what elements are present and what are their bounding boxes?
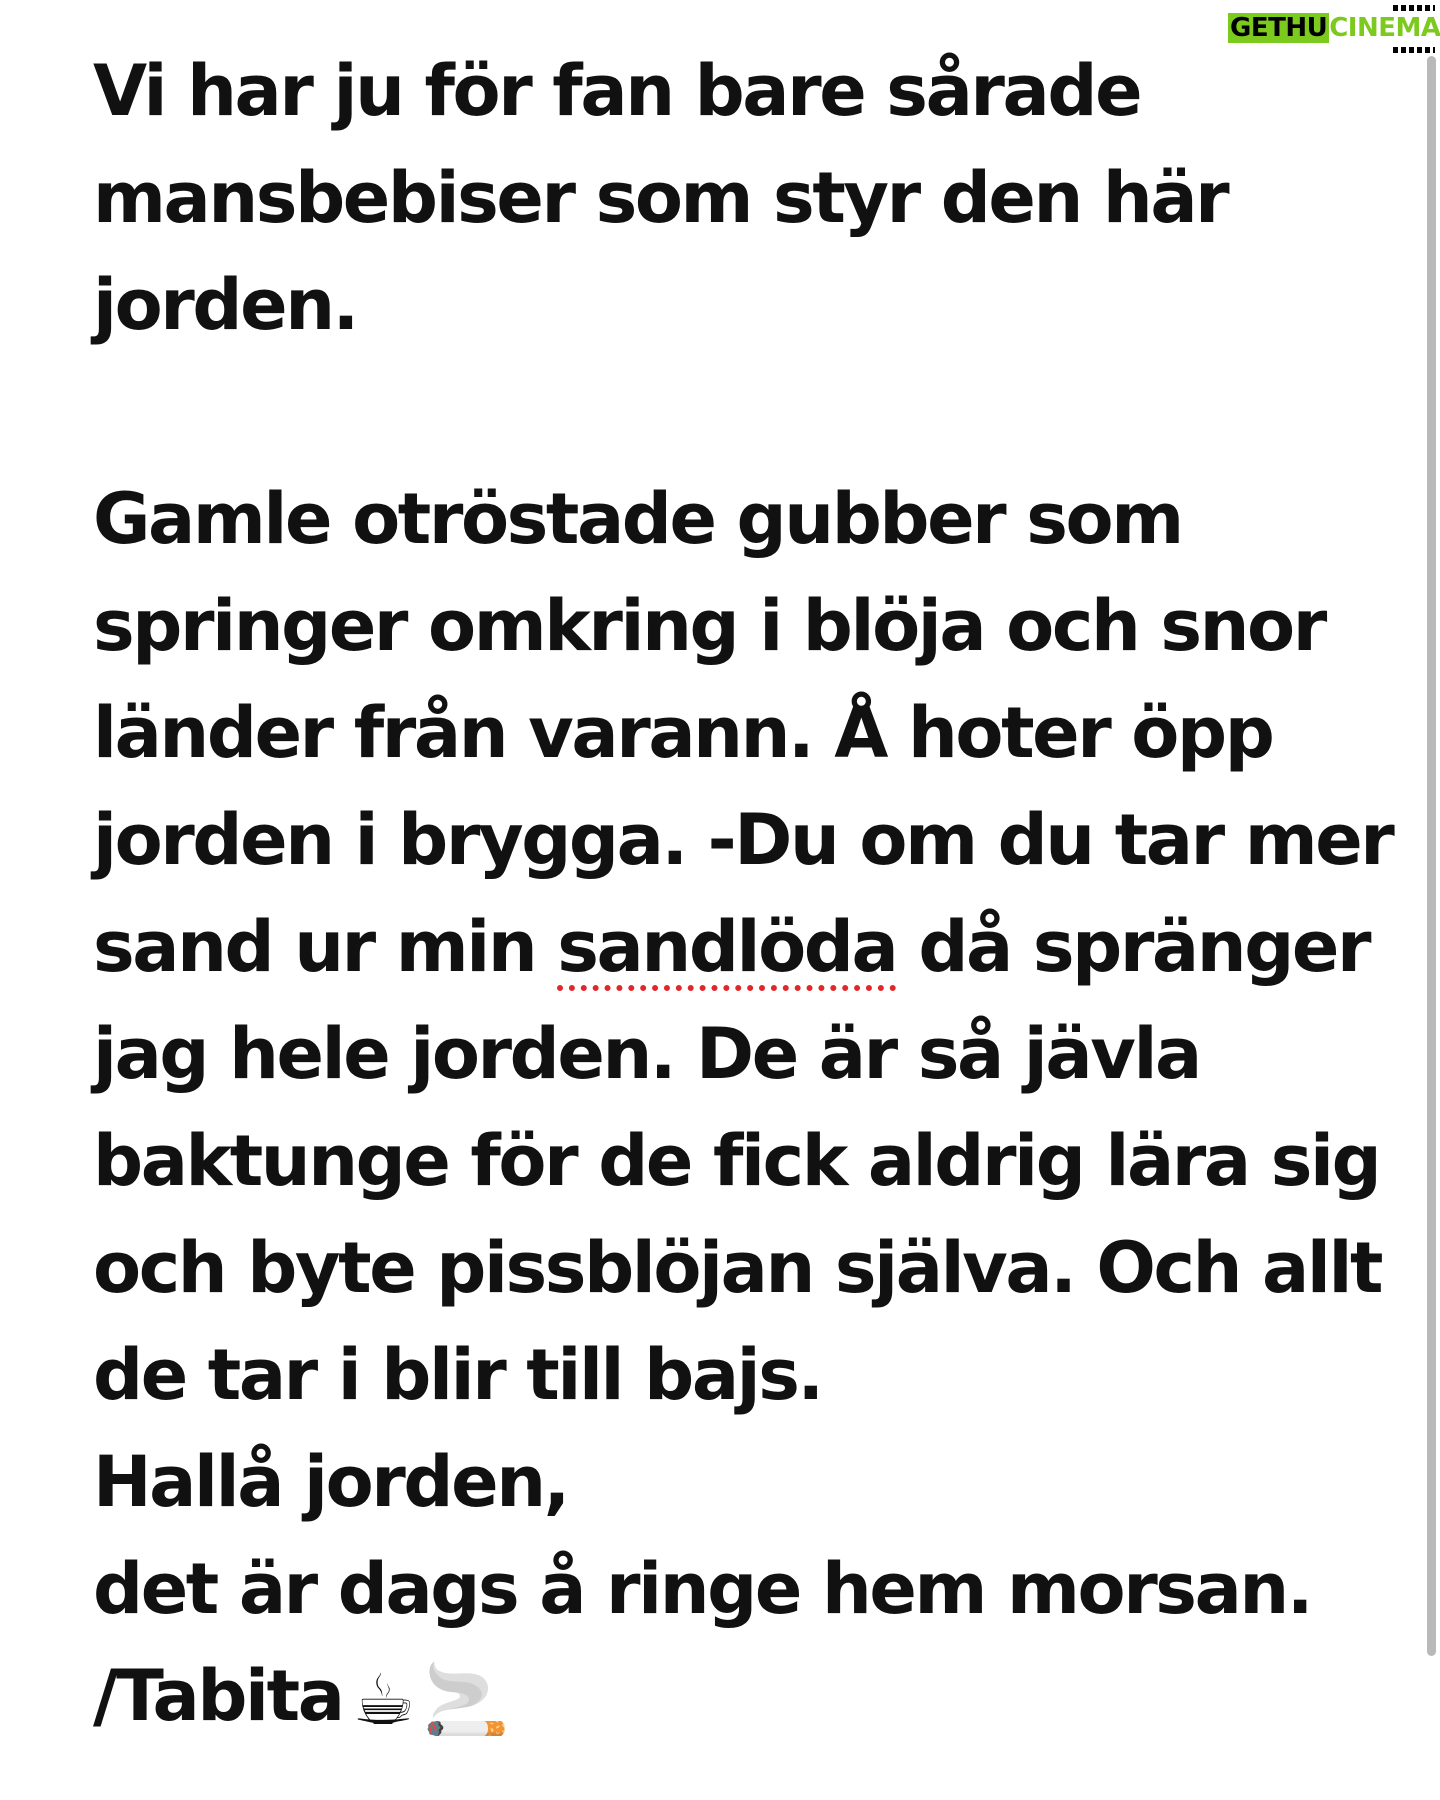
vertical-scrollbar[interactable] [1424,56,1440,1668]
note-line: och byte pissblöjan själva. Och allt [93,1227,1382,1309]
note-line: jag hele jorden. De är så jävla [93,1013,1200,1095]
note-line: Gamle otröstade gubber som [93,478,1182,560]
note-line: mansbebiser som styr den här [93,157,1228,239]
note-line-with-misspelling [93,894,1370,1001]
note-line: jorden i brygga. -Du om du tar mer [93,799,1393,881]
cigarette-icon: 🚬 [422,1659,508,1742]
scrollbar-thumb[interactable] [1427,56,1436,1656]
note-blank-line [93,359,1333,466]
note-line: springer omkring i blöja och snor [93,585,1325,667]
note-line-part: då spränger [896,906,1370,988]
note-line: jorden. [93,264,357,346]
note-line: Hallå jorden, [93,1441,568,1523]
film-strip-bottom [1393,47,1435,53]
note-line: de tar i blir till bajs. [93,1334,822,1416]
coffee-cup-icon: ☕ [352,1659,413,1742]
watermark-brand-dark: GETHU [1230,13,1328,43]
note-line-part: sand ur min [93,906,558,988]
signature-line [93,1643,1333,1750]
note-text-body[interactable] [93,38,1393,1750]
watermark-brand-light: CINEMA [1329,13,1440,43]
spellcheck-flagged-word[interactable]: sandlöda [557,906,897,988]
note-line: det är dags å ringe hem morsan. [93,1548,1312,1630]
signature-text: /Tabita [93,1655,343,1737]
film-strip-top [1393,5,1435,11]
note-line: Vi har ju för fan bare sårade [93,50,1141,132]
note-line: länder från varann. Å hoter öpp [93,692,1273,774]
note-line: baktunge för de fick aldrig lära sig [93,1120,1380,1202]
